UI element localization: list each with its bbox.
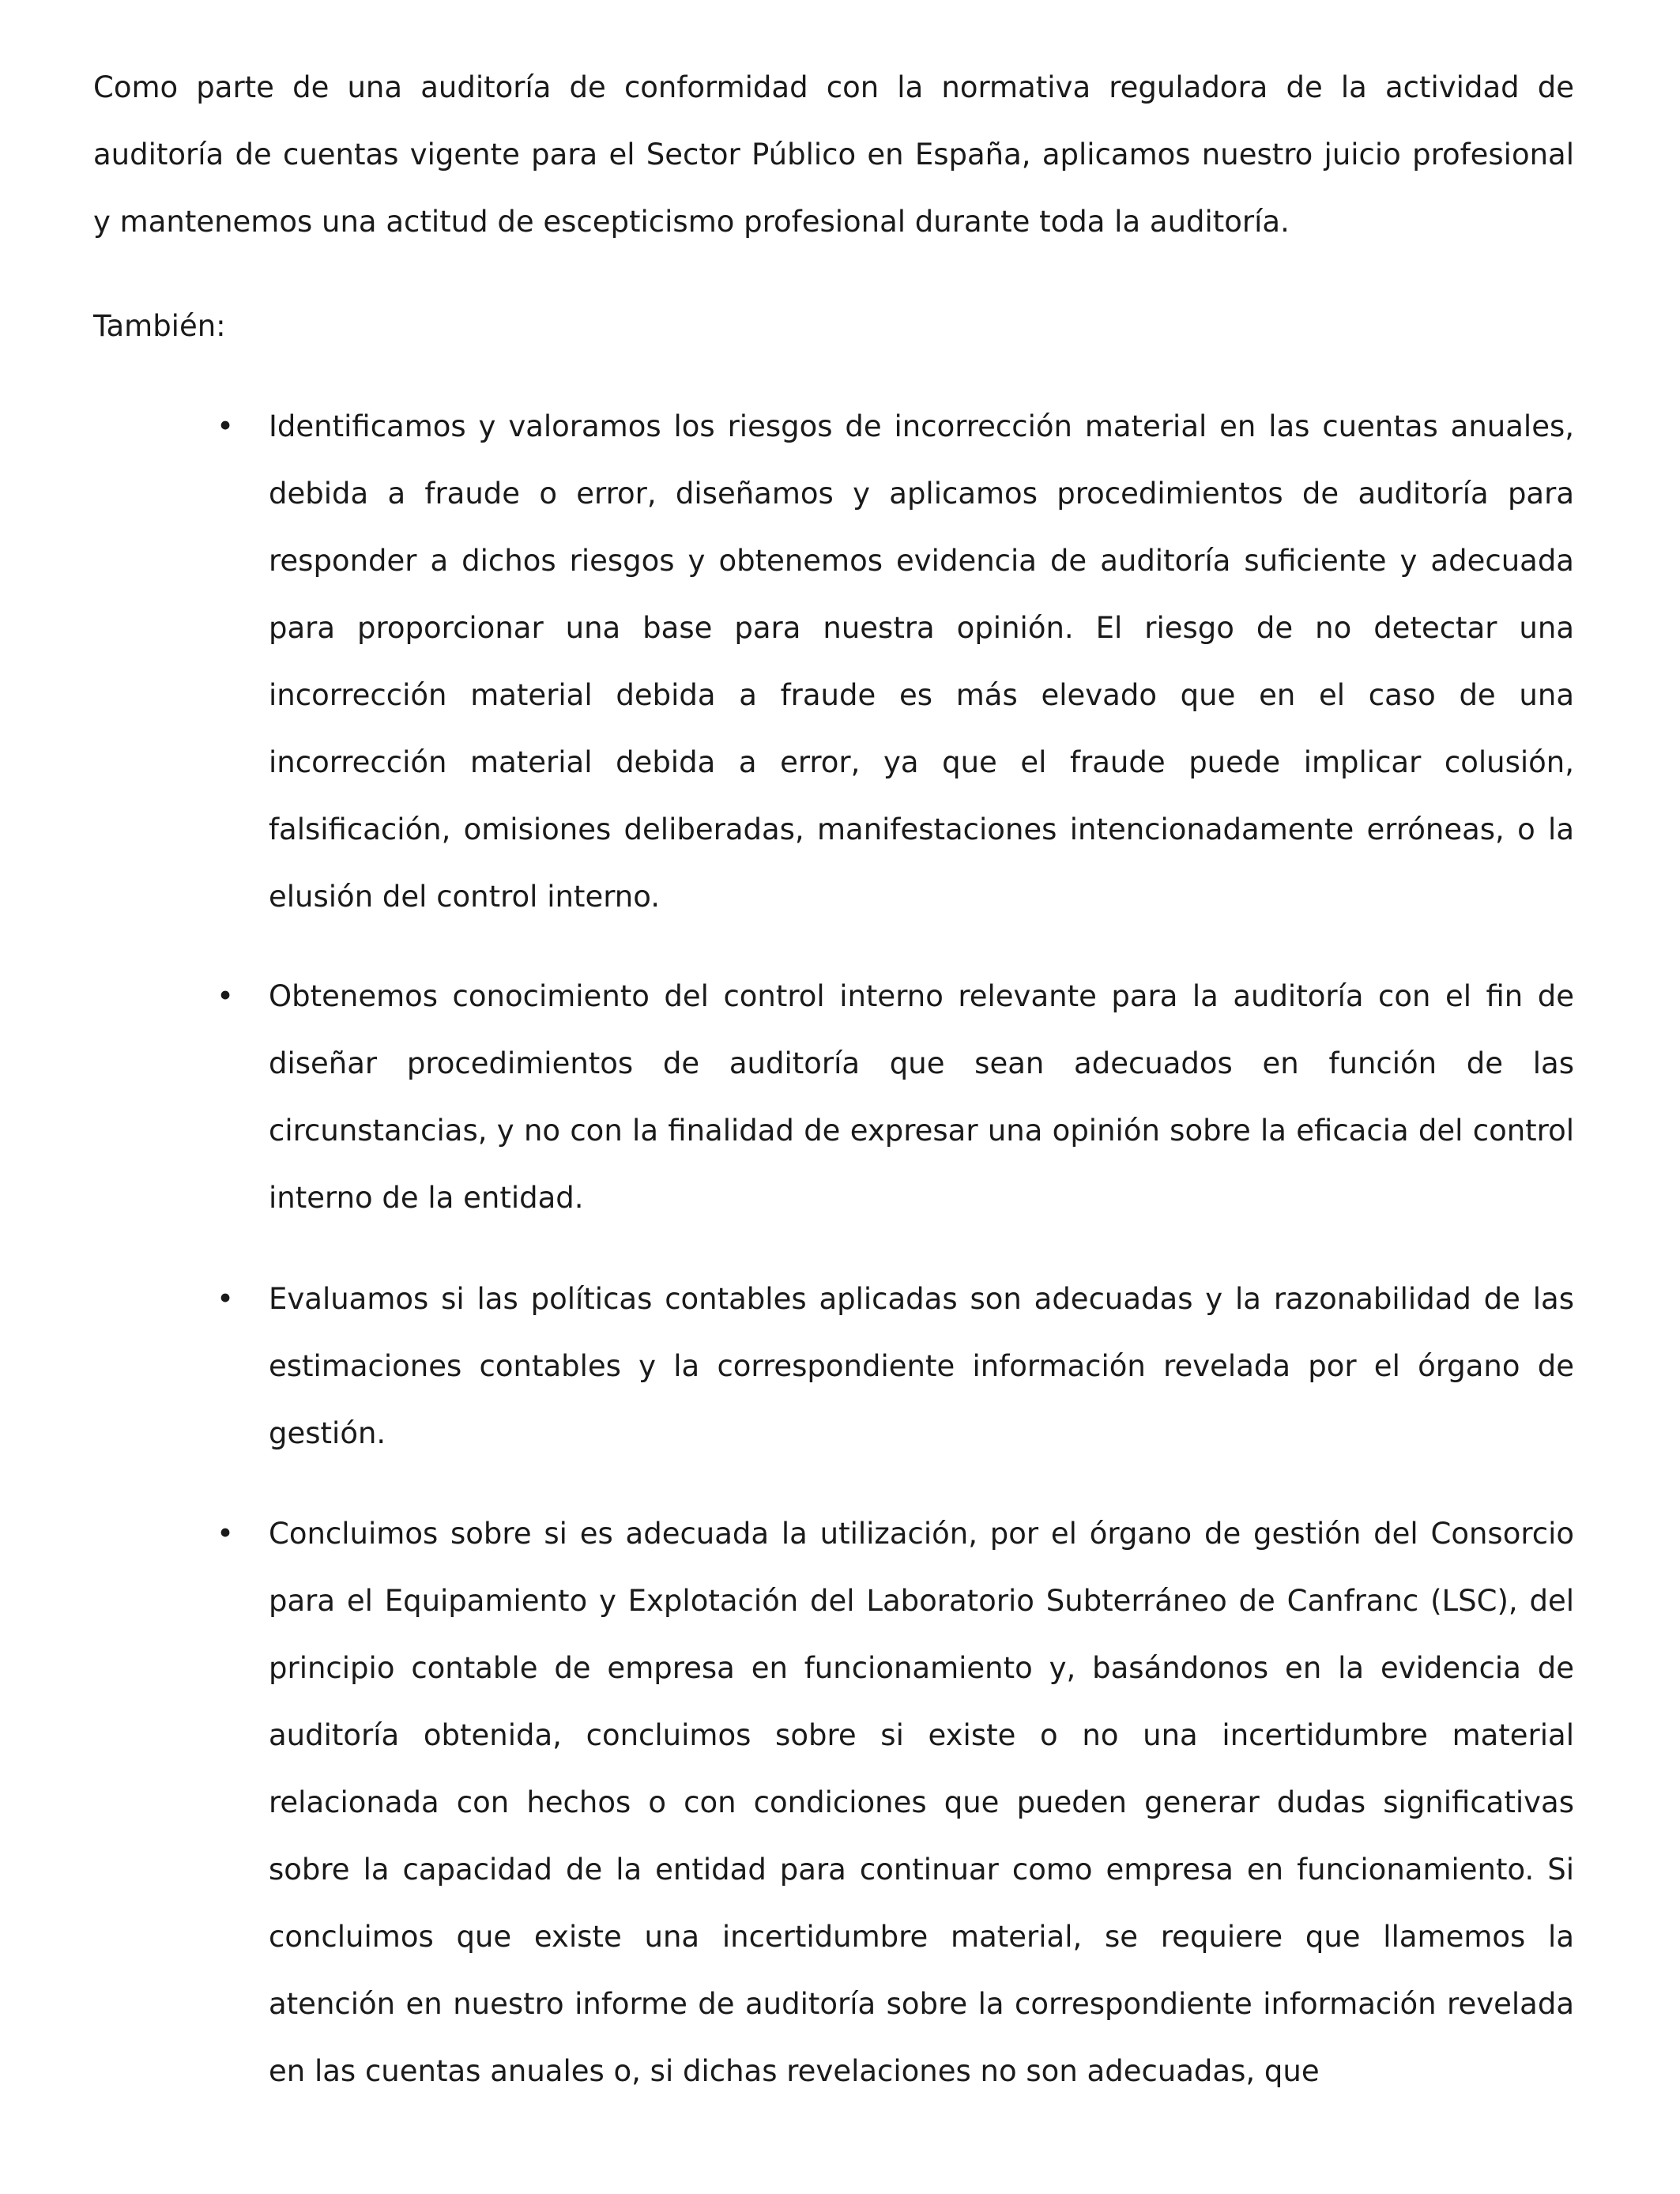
bullet-text: Concluimos sobre si es adecuada la utilización, por el órgano de gestión del Consorcio para el Equipamiento y Explotación del Laboratorio Subterráneo de Canfranc (LSC), del principio contable de empresa en funcionamiento y, basándonos en la evidencia de auditoría obtenida, concluimos sobre si existe o no una incertidumbre material relacionada con hechos o con condiciones que pueden generar dudas significativas sobre la capacidad de la entidad para continuar como empresa en funcionamiento. Si concluimos que existe una incertidumbre material, se requiere que llamemos la atención en nuestro informe de auditoría sobre la correspondiente información revelada en las cuentas anuales o, si dichas revelaciones no son adecuadas, que [269,1517,1574,2088]
list-item [217,1500,1574,2105]
list-item [217,393,1574,930]
bullet-text: Evaluamos si las políticas contables aplicadas son adecuadas y la razonabilidad de las estimaciones contables y la correspondiente información revelada por el órgano de gestión. [269,1282,1574,1450]
bullet-icon: • [217,1282,234,1316]
list-item [217,963,1574,1231]
list-item [217,1265,1574,1467]
bullet-icon: • [217,409,234,443]
tambien-label: También: [93,309,226,343]
bullet-text: Identificamos y valoramos los riesgos de incorrección material en las cuentas anuales, debida a fraude o error, diseñamos y aplicamos procedimientos de auditoría para responder a dichos riesgos y obtenemos evidencia de auditoría suficiente y adecuada para proporcionar una base para nuestra opinión. El riesgo de no detectar una incorrección material debida a fraude es más elevado que en el caso de una incorrección material debida a error, ya que el fraude puede implicar colusión, falsificación, omisiones deliberadas, manifestaciones intencionadamente erróneas, o la elusión del control interno. [269,409,1574,914]
intro-paragraph: Como parte de una auditoría de conformidad con la normativa reguladora de la actividad de auditoría de cuentas vigente para el Sector Público en España, aplicamos nuestro juicio profesional y mantenemos una actitud de escepticismo profesional durante toda la auditoría. [93,70,1574,239]
bullet-text: Obtenemos conocimiento del control interno relevante para la auditoría con el fin de diseñar procedimientos de auditoría que sean adecuados en función de las circunstancias, y no con la finalidad de expresar una opinión sobre la eficacia del control interno de la entidad. [269,979,1574,1215]
bullet-icon: • [217,979,234,1013]
bullet-icon: • [217,1517,234,1551]
